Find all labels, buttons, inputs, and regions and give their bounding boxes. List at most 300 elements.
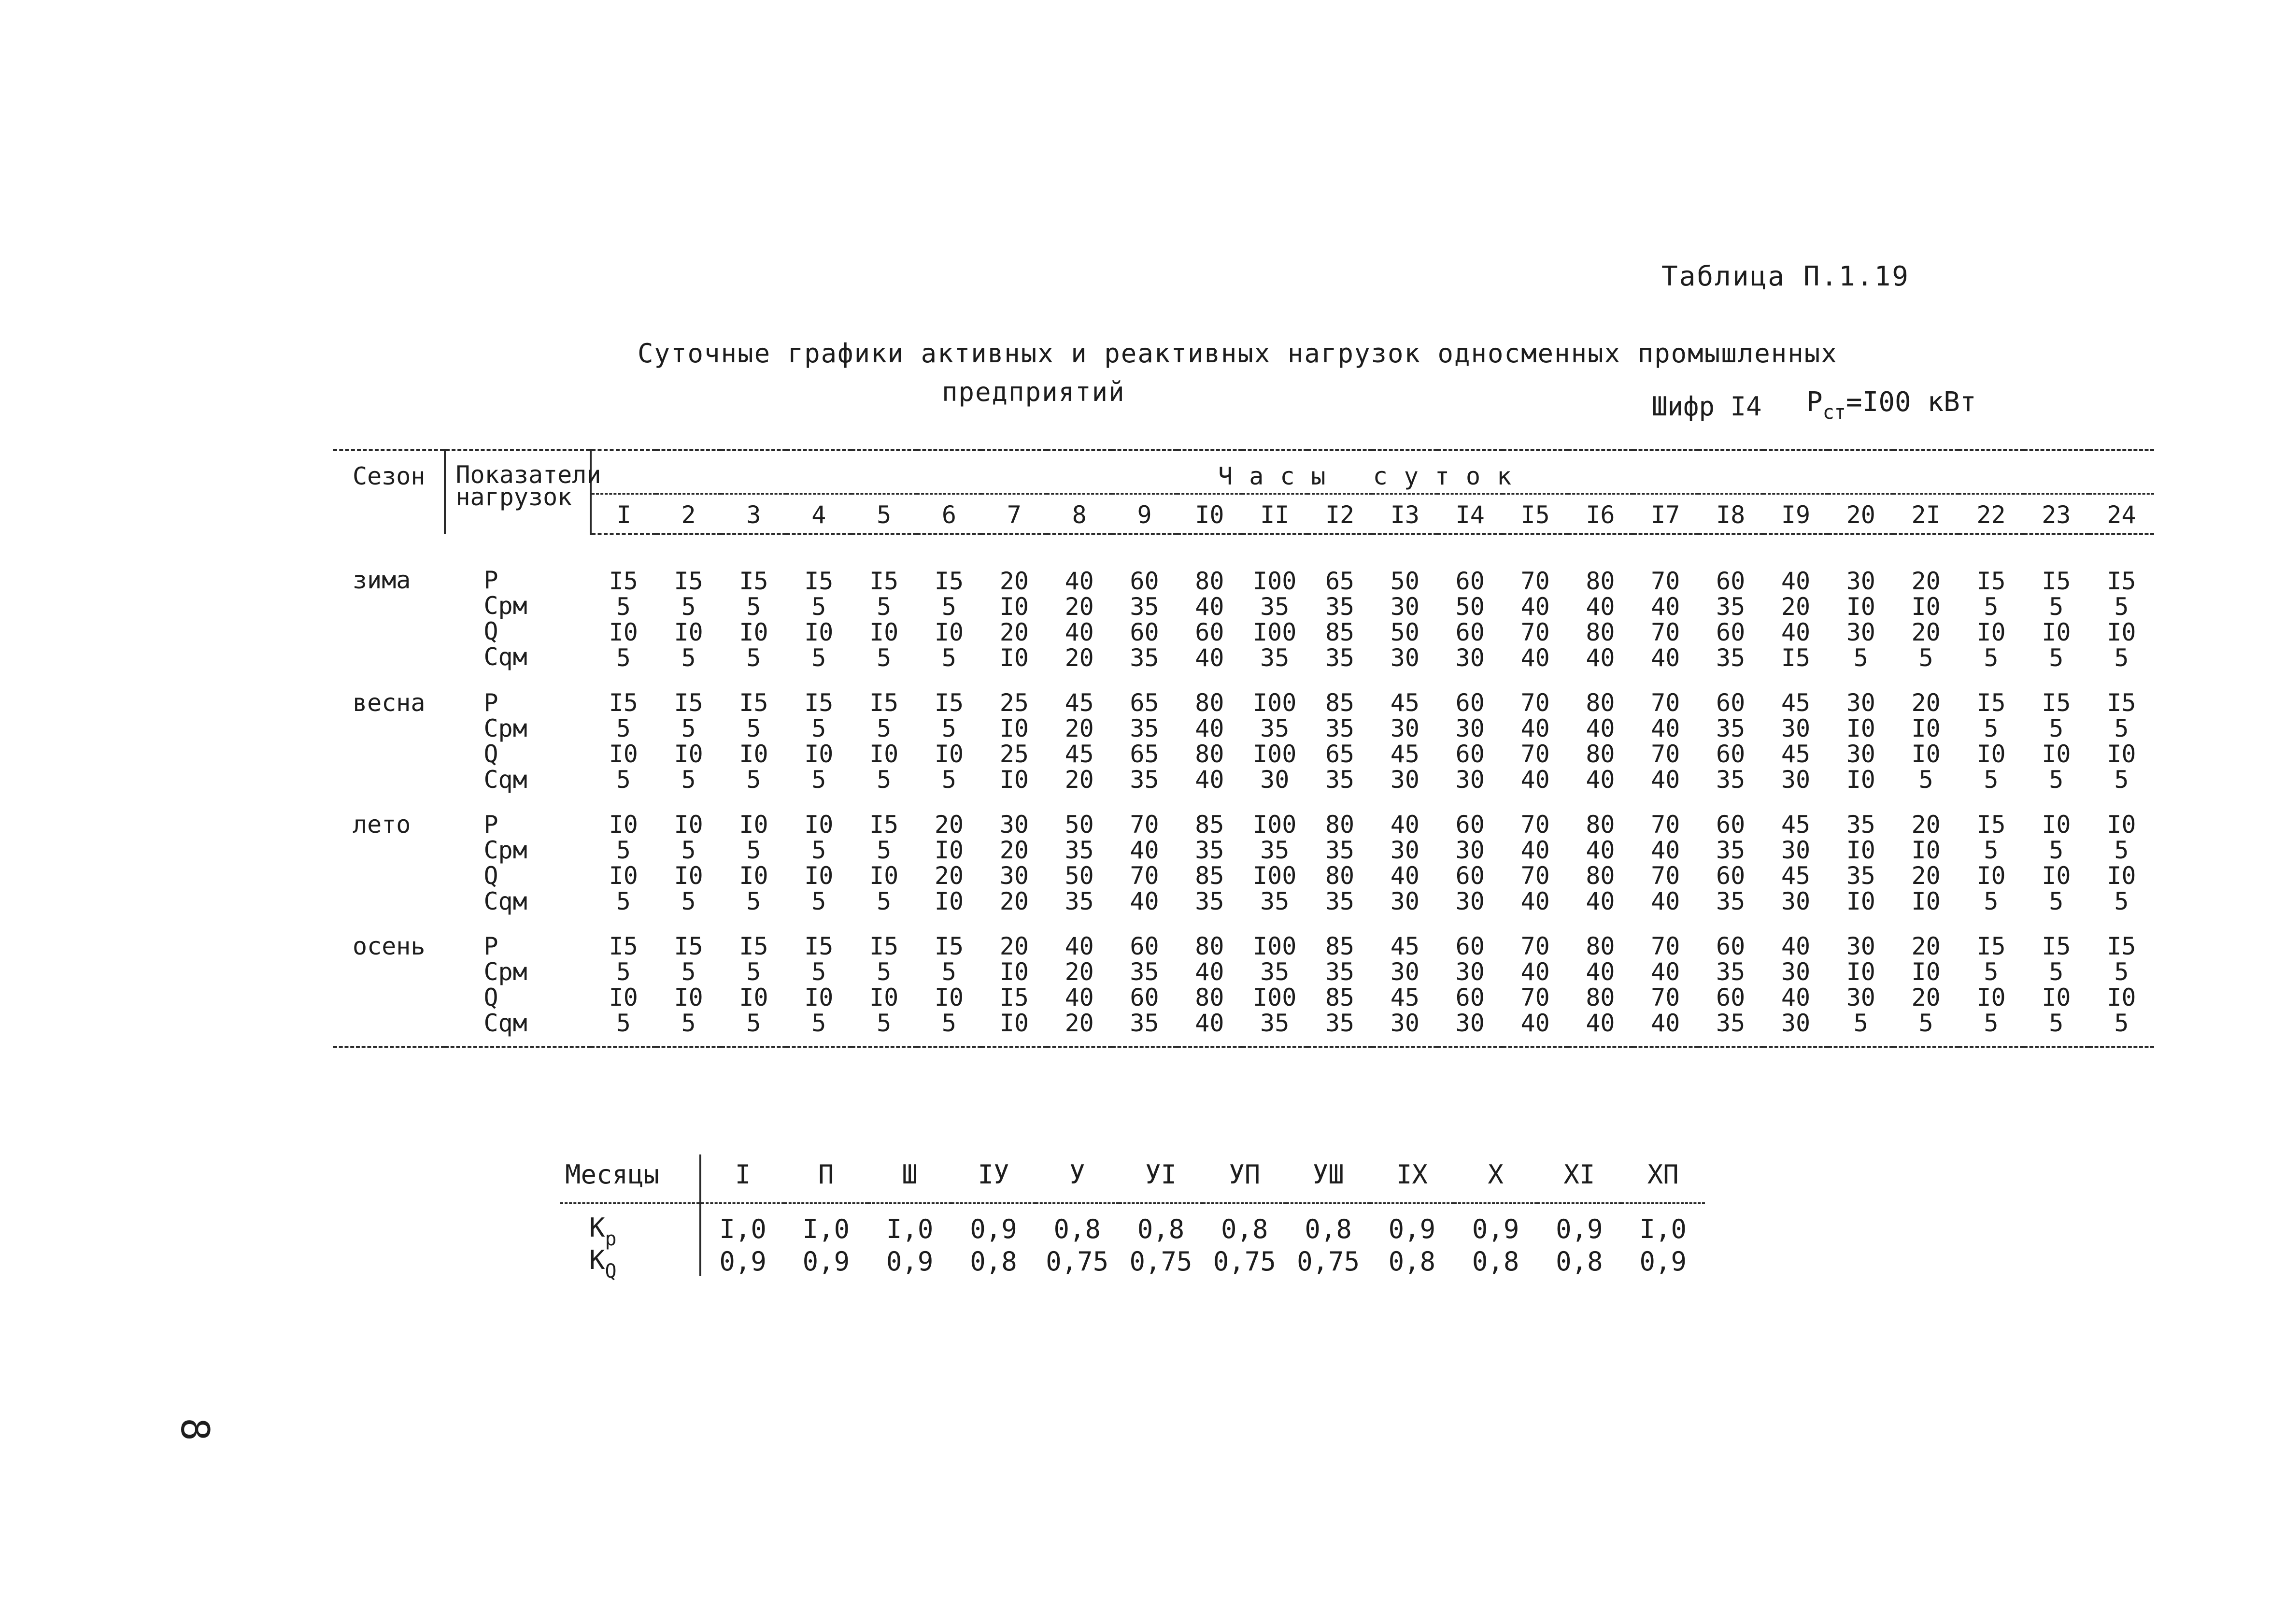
load-value: 30	[1390, 714, 1419, 742]
coefficient-value: 0,8	[1556, 1246, 1603, 1277]
load-value: I5	[674, 689, 703, 717]
load-value: 45	[1390, 689, 1419, 717]
season-name: зима	[353, 566, 411, 594]
coefficient-value: I,0	[802, 1213, 850, 1244]
load-value: I5	[934, 567, 964, 595]
hour-header: I8	[1698, 494, 1763, 534]
load-value: 80	[1195, 932, 1224, 960]
hour-cell	[1893, 793, 1959, 914]
load-value: 35	[1260, 1009, 1290, 1037]
load-value: 40	[1586, 766, 1615, 794]
load-value: 70	[1520, 689, 1550, 717]
load-value: 30	[1455, 766, 1485, 794]
hour-cell	[981, 793, 1047, 914]
hours-header-row	[333, 494, 2154, 534]
load-value: I0	[609, 740, 638, 768]
load-value: I0	[2042, 862, 2071, 890]
hour-cell	[1372, 534, 1437, 671]
load-value: 5	[616, 593, 631, 621]
hour-cell	[1763, 671, 1829, 793]
load-value: 5	[1918, 766, 1933, 794]
load-value: I0	[2107, 983, 2136, 1011]
load-value: I0	[609, 811, 638, 839]
coefficient-value: 0,75	[1129, 1246, 1192, 1277]
load-value: 40	[1651, 836, 1680, 864]
months-label: Месяцы	[560, 1154, 700, 1203]
load-value: I0	[739, 740, 768, 768]
load-value: I0	[2042, 811, 2071, 839]
load-value: 35	[1325, 1009, 1355, 1037]
load-value: 30	[1846, 740, 1875, 768]
hour-cell	[2089, 793, 2154, 914]
load-value: 5	[877, 766, 892, 794]
load-value: 50	[1065, 811, 1094, 839]
load-value: 40	[1065, 567, 1094, 595]
load-value: 5	[2049, 1009, 2064, 1037]
hour-cell	[1047, 671, 1112, 793]
load-value: 5	[811, 1009, 826, 1037]
load-value: 40	[1651, 644, 1680, 672]
load-value: 5	[941, 714, 957, 742]
rated-power	[1806, 386, 1976, 424]
load-value: 20	[1065, 644, 1094, 672]
hour-cell	[1959, 793, 2024, 914]
load-value: 5	[1918, 644, 1933, 672]
load-value: 5	[811, 714, 826, 742]
load-value: I0	[869, 740, 899, 768]
load-value: 5	[746, 644, 761, 672]
load-value: 35	[1130, 714, 1159, 742]
hour-cell	[1568, 671, 1633, 793]
hour-cell	[2089, 914, 2154, 1047]
load-value: 60	[1455, 811, 1485, 839]
hour-cell	[1242, 793, 1307, 914]
hour-cell	[1372, 671, 1437, 793]
load-value: 60	[1130, 618, 1159, 646]
load-value: 35	[1260, 958, 1290, 986]
load-value: I5	[2042, 689, 2071, 717]
hour-cell	[786, 534, 852, 671]
month-header: УП	[1203, 1154, 1286, 1203]
load-value: 70	[1520, 932, 1550, 960]
load-value: I0	[739, 983, 768, 1011]
hour-cell	[1828, 914, 1893, 1047]
load-value: 40	[1195, 958, 1224, 986]
load-value: 35	[1065, 836, 1094, 864]
load-value: I0	[674, 618, 703, 646]
load-value: 80	[1586, 689, 1615, 717]
load-value: 40	[1065, 618, 1094, 646]
coefficient-value: 0,9	[1556, 1213, 1603, 1244]
load-value: I0	[1911, 887, 1941, 915]
load-value: 35	[1325, 766, 1355, 794]
load-value: I5	[804, 567, 834, 595]
load-value: I5	[2042, 932, 2071, 960]
load-value: 70	[1130, 862, 1159, 890]
hour-cell	[591, 534, 656, 671]
indicator-label: Срм	[483, 592, 527, 620]
load-value: I0	[934, 887, 964, 915]
load-value: 45	[1390, 740, 1419, 768]
load-value: 70	[1520, 740, 1550, 768]
load-value: I5	[2107, 932, 2136, 960]
coefficient-row	[560, 1203, 1705, 1244]
load-value: 40	[1520, 836, 1550, 864]
load-value: I5	[934, 689, 964, 717]
coefficient-value: 0,9	[1388, 1213, 1436, 1244]
hour-cell	[1633, 534, 1698, 671]
load-value: 50	[1390, 618, 1419, 646]
load-value: 20	[934, 811, 964, 839]
load-value: I5	[609, 932, 638, 960]
load-value: 40	[1195, 593, 1224, 621]
load-value: 35	[1065, 887, 1094, 915]
coefficient-label	[560, 1244, 700, 1282]
load-value: I5	[1976, 811, 2006, 839]
table-body	[333, 534, 2154, 1047]
load-value: 35	[1195, 887, 1224, 915]
load-value: I0	[804, 983, 834, 1011]
load-value: I5	[609, 567, 638, 595]
load-value: 80	[1195, 740, 1224, 768]
load-value: 80	[1586, 862, 1615, 890]
load-value: 85	[1325, 983, 1355, 1011]
load-value: 5	[941, 766, 957, 794]
hour-header: 9	[1112, 494, 1177, 534]
hour-cell	[656, 671, 721, 793]
load-value: 70	[1651, 740, 1680, 768]
load-value: 85	[1325, 618, 1355, 646]
load-value: I0	[804, 811, 834, 839]
load-value: 40	[1781, 983, 1811, 1011]
load-value: 35	[1716, 593, 1746, 621]
hour-cell	[852, 534, 917, 671]
load-value: I0	[869, 862, 899, 890]
hour-header: I	[591, 494, 656, 534]
hour-cell	[1437, 793, 1503, 914]
load-value: 35	[1716, 1009, 1746, 1037]
load-value: 65	[1130, 740, 1159, 768]
load-value: 5	[616, 836, 631, 864]
load-value: I00	[1253, 983, 1297, 1011]
hour-header: I5	[1503, 494, 1568, 534]
load-value: 35	[1716, 766, 1746, 794]
load-value: 20	[1065, 593, 1094, 621]
load-value: 40	[1520, 644, 1550, 672]
power-value: =I00 кВт	[1845, 386, 1976, 418]
coefficient-value: 0,9	[886, 1246, 934, 1277]
page-number: 8	[172, 1418, 217, 1441]
load-value: 35	[1325, 887, 1355, 915]
hour-cell	[1633, 914, 1698, 1047]
load-value: 40	[1651, 958, 1680, 986]
load-value: 40	[1195, 766, 1224, 794]
hour-cell	[1763, 534, 1829, 671]
load-value: I0	[869, 618, 899, 646]
load-value: 30	[1781, 766, 1811, 794]
hour-cell	[1698, 793, 1763, 914]
load-value: 70	[1651, 862, 1680, 890]
load-value: 5	[1984, 958, 1999, 986]
load-value: 80	[1586, 740, 1615, 768]
load-value: 5	[616, 958, 631, 986]
month-header: У	[1036, 1154, 1119, 1203]
indicator-label: P	[483, 689, 498, 717]
month-header: ХП	[1621, 1154, 1705, 1203]
load-value: I5	[804, 689, 834, 717]
hour-cell	[1893, 671, 1959, 793]
load-value: 60	[1716, 689, 1746, 717]
load-value: 20	[1911, 567, 1941, 595]
hour-cell	[1763, 914, 1829, 1047]
month-header: I	[700, 1154, 784, 1203]
load-value: 50	[1065, 862, 1094, 890]
indicator-label: Срм	[483, 836, 527, 864]
load-value: I5	[609, 689, 638, 717]
load-value: 70	[1651, 567, 1680, 595]
load-value: I0	[609, 618, 638, 646]
load-value: 30	[1390, 593, 1419, 621]
load-value: 5	[681, 958, 696, 986]
coefficient-label	[560, 1203, 700, 1250]
load-value: 5	[811, 644, 826, 672]
coefficient-value: 0,8	[970, 1246, 1017, 1277]
load-value: I5	[869, 689, 899, 717]
load-value: I00	[1253, 811, 1297, 839]
hour-cell	[591, 914, 656, 1047]
load-value: I00	[1253, 567, 1297, 595]
month-header: Х	[1454, 1154, 1537, 1203]
coefficient-value: I,0	[1639, 1213, 1687, 1244]
hour-cell	[2024, 534, 2089, 671]
coefficient-value: 0,8	[1053, 1213, 1101, 1244]
load-value: 35	[1325, 593, 1355, 621]
load-value: 70	[1130, 811, 1159, 839]
hour-cell	[786, 671, 852, 793]
load-value: I0	[609, 862, 638, 890]
indicator-label: Сqм	[483, 643, 527, 671]
coefficient-value: I,0	[719, 1213, 766, 1244]
load-value: 30	[1781, 1009, 1811, 1037]
hour-cell	[1893, 534, 1959, 671]
load-value: 35	[1716, 887, 1746, 915]
table-title-line-1: Суточные графики активных и реактивных нагрузок односменных промышленных	[638, 338, 1838, 369]
hour-header: I0	[1177, 494, 1242, 534]
load-value: 35	[1846, 862, 1875, 890]
load-value: I0	[1846, 714, 1875, 742]
load-value: 5	[616, 1009, 631, 1037]
hour-header: 4	[786, 494, 852, 534]
load-value: 45	[1781, 862, 1811, 890]
load-value: 45	[1390, 983, 1419, 1011]
load-value: 30	[1455, 958, 1485, 986]
load-value: 85	[1325, 932, 1355, 960]
load-value: 35	[1260, 644, 1290, 672]
hour-cell	[721, 914, 786, 1047]
load-value: 40	[1520, 593, 1550, 621]
load-value: 35	[1325, 958, 1355, 986]
load-value: 20	[999, 887, 1029, 915]
hour-cell	[656, 914, 721, 1047]
load-value: 5	[877, 644, 892, 672]
load-value: I0	[1976, 862, 2006, 890]
load-value: 40	[1651, 593, 1680, 621]
load-value: 35	[1260, 714, 1290, 742]
load-value: I5	[739, 567, 768, 595]
hour-header: 7	[981, 494, 1047, 534]
load-value: I0	[2107, 618, 2136, 646]
season-name: осень	[333, 914, 445, 1047]
load-value: 40	[1651, 714, 1680, 742]
month-header: IХ	[1370, 1154, 1454, 1203]
hours-caption: Часы суток	[591, 450, 2154, 494]
load-value: I5	[739, 932, 768, 960]
hour-cell	[1242, 534, 1307, 671]
indicator-labels	[445, 534, 591, 671]
coefficient-value: 0,8	[1221, 1213, 1268, 1244]
load-value: 30	[1260, 766, 1290, 794]
coefficient-value: 0,75	[1046, 1246, 1109, 1277]
load-value: I0	[1846, 593, 1875, 621]
hour-header: 8	[1047, 494, 1112, 534]
load-value: 40	[1195, 714, 1224, 742]
hour-cell	[721, 534, 786, 671]
hour-cell	[2024, 793, 2089, 914]
load-value: 70	[1651, 983, 1680, 1011]
load-value: 70	[1651, 932, 1680, 960]
indicator-label: Q	[483, 862, 498, 890]
load-value: 40	[1520, 887, 1550, 915]
load-value: 5	[2049, 644, 2064, 672]
hour-cell	[981, 671, 1047, 793]
load-value: 5	[877, 836, 892, 864]
hour-cell	[1177, 793, 1242, 914]
load-value: I5	[869, 811, 899, 839]
hour-header: II	[1242, 494, 1307, 534]
load-value: I0	[1846, 887, 1875, 915]
load-value: 60	[1130, 983, 1159, 1011]
indicator-label: Срм	[483, 958, 527, 986]
load-value: I5	[999, 983, 1029, 1011]
hour-cell	[1372, 914, 1437, 1047]
load-value: 30	[1846, 689, 1875, 717]
load-value: I0	[1846, 836, 1875, 864]
coefficient-symbol: K	[589, 1212, 605, 1243]
power-symbol: P	[1806, 386, 1823, 418]
hour-cell	[1503, 671, 1568, 793]
load-value: 5	[681, 766, 696, 794]
hour-cell	[1177, 914, 1242, 1047]
load-value: 30	[1455, 1009, 1485, 1037]
load-value: 40	[1520, 958, 1550, 986]
load-value: 5	[877, 887, 892, 915]
load-value: 5	[2114, 644, 2129, 672]
hour-cell	[1959, 534, 2024, 671]
load-value: 85	[1195, 862, 1224, 890]
hour-cell	[1437, 534, 1503, 671]
hour-cell	[1047, 914, 1112, 1047]
load-value: 35	[1260, 887, 1290, 915]
load-value: I0	[1846, 766, 1875, 794]
load-value: 25	[999, 740, 1029, 768]
load-value: I5	[869, 932, 899, 960]
load-value: 20	[1065, 766, 1094, 794]
load-value: 5	[1984, 766, 1999, 794]
load-value: 60	[1455, 862, 1485, 890]
load-value: 70	[1520, 862, 1550, 890]
load-value: 5	[1984, 644, 1999, 672]
load-value: 5	[1853, 644, 1868, 672]
indicator-label: Сqм	[483, 887, 527, 915]
hour-header: 6	[917, 494, 982, 534]
load-value: 60	[1130, 567, 1159, 595]
coefficient-value: 0,8	[1305, 1213, 1352, 1244]
coefficient-value: 0,8	[1137, 1213, 1185, 1244]
hour-cell	[1177, 671, 1242, 793]
load-value: 5	[616, 714, 631, 742]
hour-cell	[1112, 534, 1177, 671]
load-value: 30	[1846, 567, 1875, 595]
hour-cell	[1503, 914, 1568, 1047]
load-value: 5	[941, 644, 957, 672]
coefficient-value: 0,8	[1472, 1246, 1519, 1277]
load-value: 60	[1455, 689, 1485, 717]
load-value: 5	[681, 1009, 696, 1037]
load-value: 70	[1651, 811, 1680, 839]
load-value: 20	[1911, 689, 1941, 717]
indicator-labels	[445, 793, 591, 914]
load-value: 30	[1455, 714, 1485, 742]
hour-cell	[1112, 793, 1177, 914]
load-value: 5	[1918, 1009, 1933, 1037]
table-number: Таблица П.1.19	[1661, 261, 1910, 292]
hour-cell	[852, 671, 917, 793]
load-value: 45	[1065, 740, 1094, 768]
power-subscript: ст	[1822, 401, 1846, 424]
hour-cell	[1047, 793, 1112, 914]
load-value: 35	[1716, 644, 1746, 672]
hour-cell	[1307, 671, 1373, 793]
hour-cell	[1437, 671, 1503, 793]
month-header: УШ	[1286, 1154, 1370, 1203]
load-value: 5	[616, 887, 631, 915]
coefficient-subscript: Q	[605, 1260, 617, 1282]
hour-header: 3	[721, 494, 786, 534]
load-value: 5	[1853, 1009, 1868, 1037]
load-value: I0	[674, 983, 703, 1011]
load-value: 80	[1195, 567, 1224, 595]
coefficients-body	[560, 1203, 1705, 1282]
load-value: 60	[1716, 567, 1746, 595]
hour-cell	[2089, 671, 2154, 793]
load-value: I0	[1911, 958, 1941, 986]
load-value: 60	[1455, 983, 1485, 1011]
hour-cell	[1763, 793, 1829, 914]
indicator-labels	[445, 671, 591, 793]
load-value: I0	[674, 740, 703, 768]
hour-cell	[1177, 534, 1242, 671]
load-value: 45	[1781, 740, 1811, 768]
load-value: I0	[674, 811, 703, 839]
load-value: I5	[1976, 567, 2006, 595]
load-value: I0	[1976, 618, 2006, 646]
load-value: I0	[1976, 983, 2006, 1011]
load-value: 5	[811, 836, 826, 864]
load-value: I5	[1976, 689, 2006, 717]
load-value: 5	[1984, 1009, 1999, 1037]
load-value: 30	[1455, 887, 1485, 915]
load-value: 30	[1781, 958, 1811, 986]
